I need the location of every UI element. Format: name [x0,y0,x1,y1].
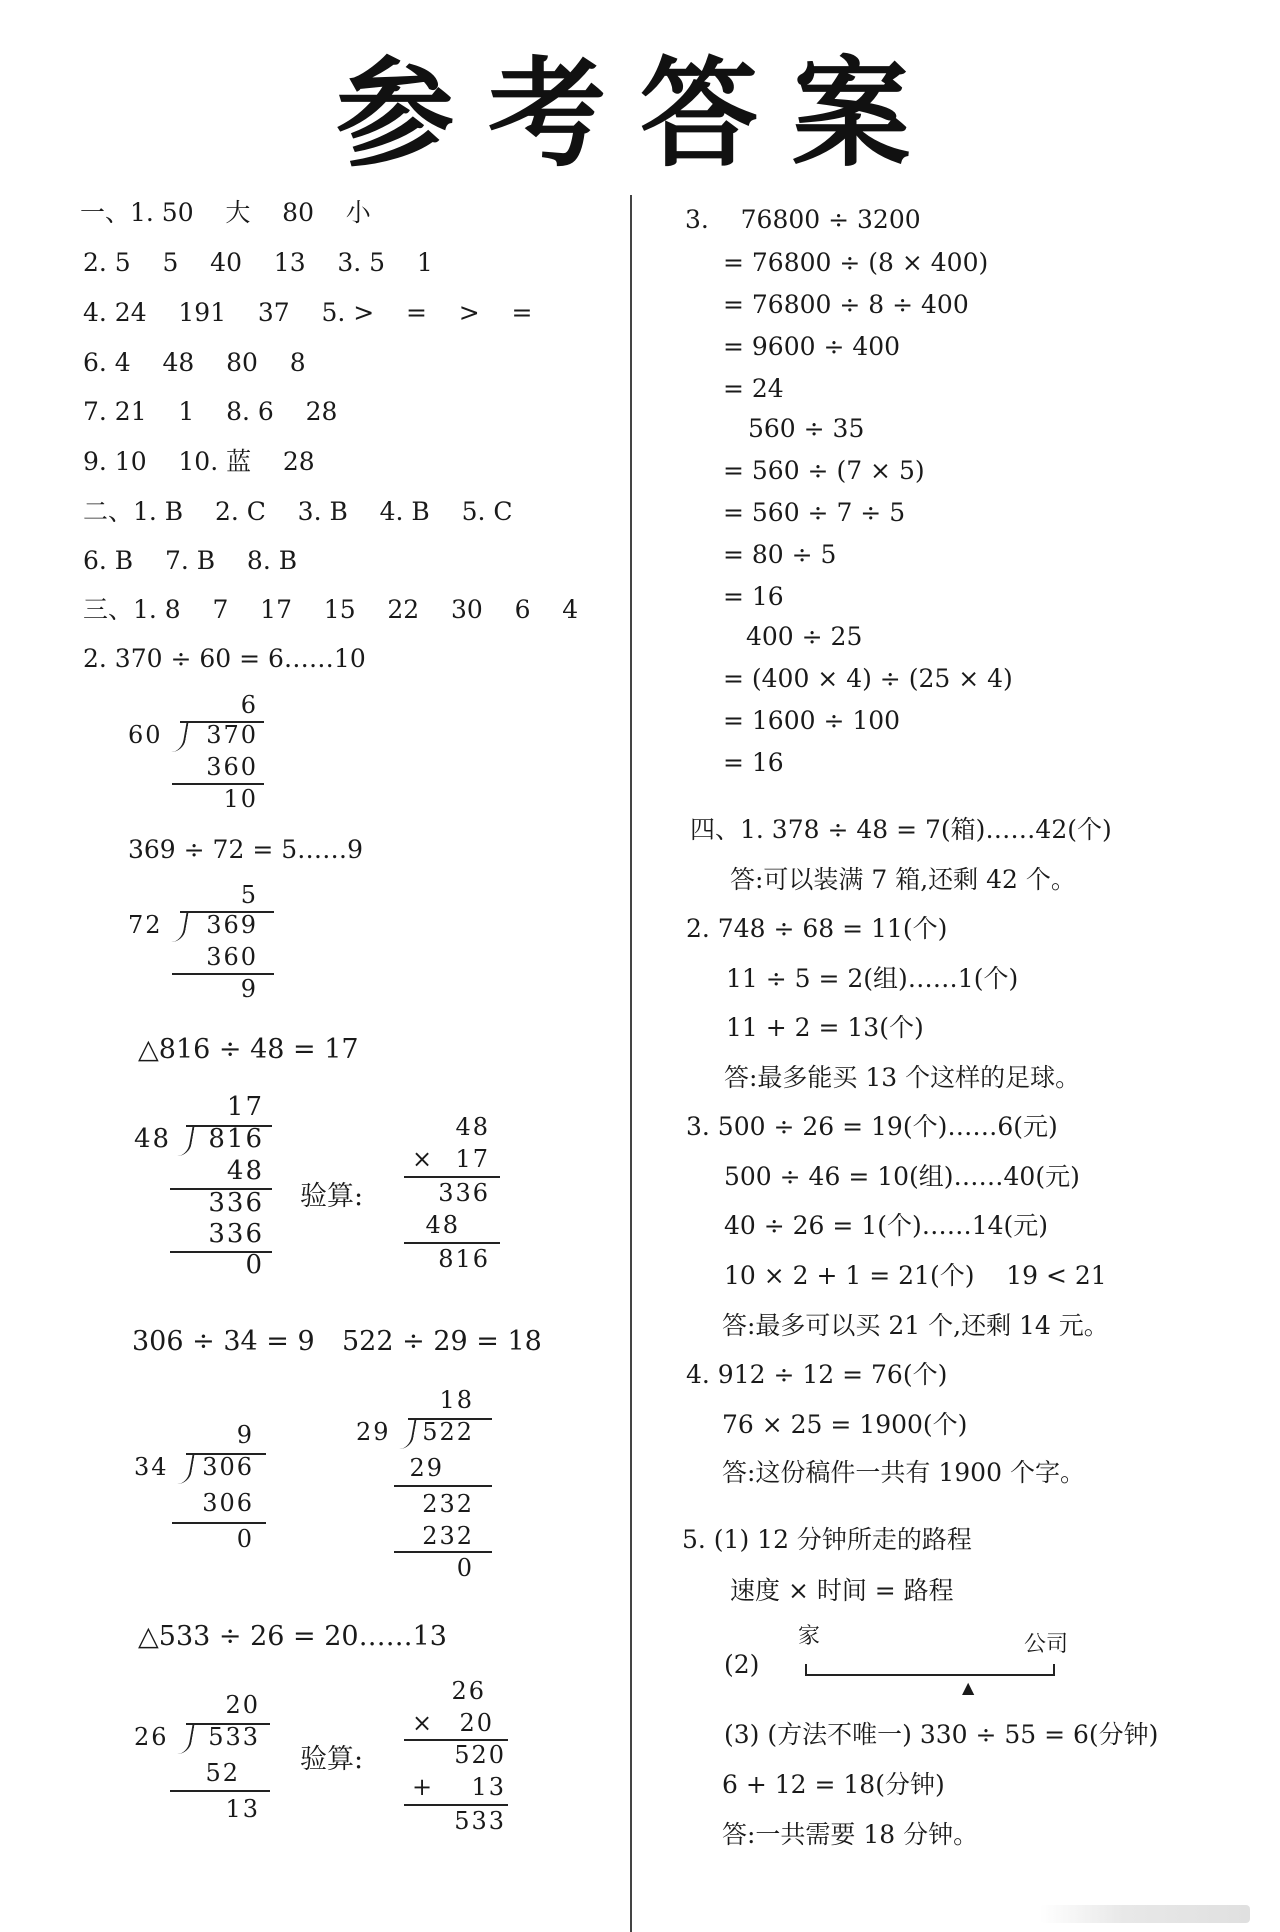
long-division [128,880,274,1010]
problem-line: 2. 748 ÷ 68 = 11(个) [686,914,948,943]
answer-line: 三、1. 8 7 17 15 22 30 6 4 [83,595,579,624]
subtraction-line [394,1551,492,1553]
answer-line: 6. B 7. B 8. B [83,546,298,575]
vertical-multiplication [404,1676,514,1851]
answer-sentence: 答:一共需要 18 分钟。 [722,1820,979,1849]
quotient: 20 [225,1691,260,1719]
answer-line: 2. 5 5 40 13 3. 5 1 [83,248,433,277]
long-division [134,1420,266,1560]
long-division [134,1690,270,1830]
equation: 306 ÷ 34 = 9 [132,1326,315,1357]
divisor: 29 [356,1418,391,1446]
partial-remainder: 336 [208,1188,264,1218]
answer-sentence: 答:可以装满 7 箱,还剩 42 个。 [730,865,1076,894]
sum: 533 [454,1807,506,1835]
divisor: 34 [134,1453,169,1481]
calc-line: 11 ÷ 5 = 2(组)……1(个) [726,964,1019,993]
answer-line: 9. 10 10. 蓝 28 [83,447,315,476]
home-label: 家 [798,1624,821,1649]
division-bracket [175,1724,194,1754]
quotient: 18 [439,1386,474,1414]
division-bracket [169,722,188,752]
subtraction-line [394,1485,492,1487]
calc-line: = 560 ÷ 7 ÷ 5 [723,498,906,527]
division-bracket [175,1454,194,1484]
calc-line: 76 × 25 = 1900(个) [722,1410,968,1439]
long-division [356,1385,492,1595]
dividend: 522 [422,1418,474,1446]
divisor: 48 [134,1124,172,1154]
division-bracket [169,912,188,942]
answer-line: 6. 4 48 80 8 [83,348,306,377]
calc-line: 6 + 12 = 18(分钟) [722,1770,945,1799]
calc-line: 560 ÷ 35 [748,414,865,443]
multiplier: 20 [459,1709,494,1737]
equation: △533 ÷ 26 = 20……13 [138,1621,447,1652]
calc-line: (3) (方法不唯一) 330 ÷ 55 = 6(分钟) [724,1720,1159,1749]
divisor: 72 [128,911,163,939]
quotient: 9 [236,1421,254,1449]
answer-line: 7. 21 1 8. 6 28 [83,397,338,426]
partial-product: 336 [438,1179,490,1207]
multiplicand: 26 [451,1677,486,1705]
addend: 13 [471,1773,506,1801]
partial-product: 48 [425,1211,460,1239]
product: 816 [438,1245,490,1273]
multiplicand: 48 [455,1113,490,1141]
subtrahend: 336 [208,1219,264,1249]
equation: △816 ÷ 48 = 17 [138,1034,359,1065]
remainder: 0 [456,1554,474,1582]
times-sign: × [412,1145,433,1173]
calc-line: = 9600 ÷ 400 [723,332,901,361]
quotient: 6 [240,691,258,719]
equation: 522 ÷ 29 = 18 [342,1326,542,1357]
dividend: 816 [208,1124,264,1154]
problem-line: 3. 500 ÷ 26 = 19(个)……6(元) [686,1112,1058,1141]
calc-line: = 16 [723,582,784,611]
company-label: 公司 [1024,1632,1069,1657]
dividend: 369 [206,911,258,939]
subtraction-line [170,1790,270,1792]
subtrahend: 232 [422,1522,474,1550]
answer-line: 一、1. 50 大 80 小 [80,198,371,227]
position-marker-icon: ▲ [962,1678,975,1697]
long-division [134,1092,272,1292]
remainder: 9 [240,975,258,1003]
dividend: 306 [202,1453,254,1481]
answer-sentence: 答:最多可以买 21 个,还剩 14 元。 [722,1311,1109,1340]
calc-line: 40 ÷ 26 = 1(个)……14(元) [724,1211,1049,1240]
problem-line: 四、1. 378 ÷ 48 = 7(箱)……42(个) [690,815,1112,844]
scroll-indicator [1040,1905,1250,1923]
long-division [128,690,264,820]
divisor: 60 [128,721,163,749]
dividend: 370 [206,721,258,749]
calc-line: 400 ÷ 25 [746,622,863,651]
subtraction-line [172,973,274,975]
answer-line: 二、1. B 2. C 3. B 4. B 5. C [83,497,513,526]
calc-line: = 24 [723,374,784,403]
calc-line: = 76800 ÷ 8 ÷ 400 [723,290,969,319]
partial-remainder: 232 [422,1490,474,1518]
subquestion-label: (2) [724,1650,760,1679]
calc-line: 11 + 2 = 13(个) [726,1013,924,1042]
problem-line: 5. (1) 12 分钟所走的路程 [682,1525,972,1554]
calc-line: = 1600 ÷ 100 [723,706,901,735]
subtrahend: 306 [202,1489,254,1517]
quotient: 17 [226,1092,264,1122]
division-bracket [397,1419,416,1449]
quotient: 5 [240,881,258,909]
partial-product: 520 [454,1741,506,1769]
page-title: 参考答案 [335,45,944,183]
subtrahend: 52 [205,1759,240,1787]
subtrahend: 360 [206,753,258,781]
calc-line: = 16 [723,748,784,777]
check-label: 验算: [300,1744,364,1775]
equation: 369 ÷ 72 = 5……9 [128,835,364,864]
times-sign: × [412,1709,433,1737]
divisor: 26 [134,1723,169,1751]
subtrahend: 29 [409,1454,444,1482]
subtrahend: 360 [206,943,258,971]
formula-line: 速度 × 时间 = 路程 [730,1576,954,1605]
column-divider [630,195,632,1932]
check-label: 验算: [300,1181,364,1212]
vertical-multiplication [404,1112,500,1287]
plus-sign: + [412,1773,433,1801]
dividend: 533 [208,1723,260,1751]
calc-line: = 76800 ÷ (8 × 400) [723,248,989,277]
calc-line: 3. 76800 ÷ 3200 [685,205,921,234]
remainder: 0 [245,1250,264,1280]
equation: 2. 370 ÷ 60 = 6……10 [83,644,366,673]
division-bracket [175,1126,194,1156]
remainder: 0 [236,1525,254,1553]
calc-line: = (400 × 4) ÷ (25 × 4) [723,664,1013,693]
problem-line: 4. 912 ÷ 12 = 76(个) [686,1360,948,1389]
subtrahend: 48 [226,1156,264,1186]
multiplier: 17 [455,1145,490,1173]
answer-sentence: 答:最多能买 13 个这样的足球。 [724,1063,1081,1092]
calc-line: 500 ÷ 46 = 10(组)……40(元) [724,1162,1080,1191]
calc-line: = 560 ÷ (7 × 5) [723,456,925,485]
route-line [805,1664,1055,1676]
remainder: 13 [225,1795,260,1823]
calc-line: = 80 ÷ 5 [723,540,837,569]
answer-line: 4. 24 191 37 5. > = > = [83,298,533,327]
remainder: 10 [223,785,258,813]
answer-sentence: 答:这份稿件一共有 1900 个字。 [722,1458,1085,1487]
calc-line: 10 × 2 + 1 = 21(个) 19 < 21 [724,1261,1107,1290]
